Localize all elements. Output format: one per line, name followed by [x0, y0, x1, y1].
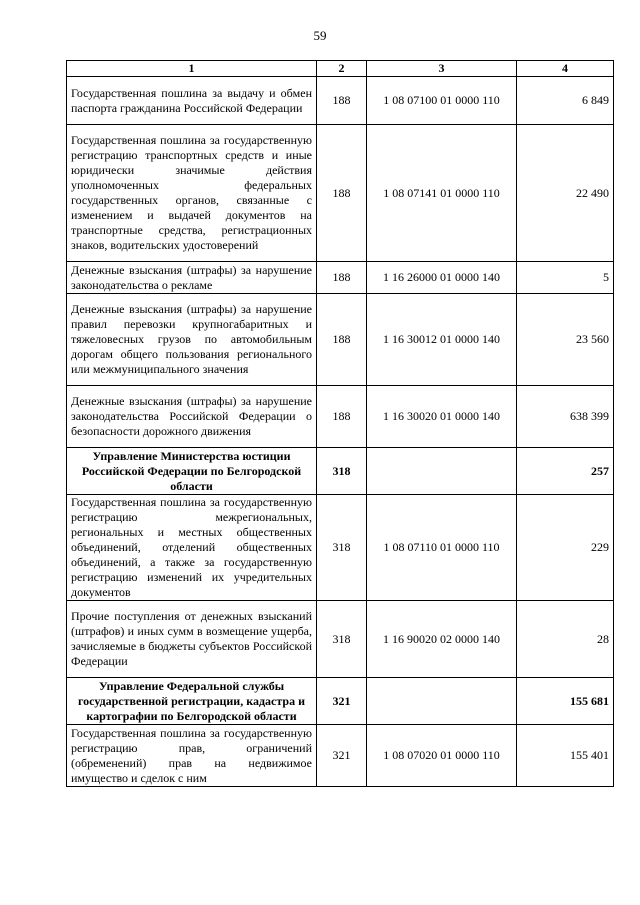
page-number: 59 [313, 28, 327, 43]
section-total: 155 681 [517, 678, 614, 725]
budget-table [66, 60, 614, 787]
row-description: Государственная пошлина за выдачу и обмен паспорта гражданина Российской Федерации [67, 77, 317, 125]
section-title: Управление Министерства юстиции Российской Федерации по Белгородской области [67, 448, 317, 495]
row-amount: 22 490 [517, 125, 614, 262]
row-admin-code: 188 [317, 262, 367, 294]
header-row [67, 61, 614, 77]
row-admin-code: 318 [317, 448, 367, 495]
table-row [67, 386, 614, 448]
row-amount: 638 399 [517, 386, 614, 448]
table-row [67, 262, 614, 294]
row-budget-code [367, 678, 517, 725]
row-amount: 6 849 [517, 77, 614, 125]
column-header-4: 4 [517, 61, 614, 77]
row-description: Государственная пошлина за государственную регистрацию прав, ограничений (обременений) прав на недвижимое имущество и сделок с ним [67, 725, 317, 787]
row-amount: 155 401 [517, 725, 614, 787]
row-budget-code: 1 08 07110 01 0000 110 [367, 495, 517, 601]
row-budget-code: 1 08 07020 01 0000 110 [367, 725, 517, 787]
table-row [67, 294, 614, 386]
row-admin-code: 318 [317, 601, 367, 678]
row-budget-code: 1 16 30012 01 0000 140 [367, 294, 517, 386]
row-amount: 5 [517, 262, 614, 294]
section-row [67, 678, 614, 725]
row-budget-code: 1 16 90020 02 0000 140 [367, 601, 517, 678]
row-description: Прочие поступления от денежных взысканий (штрафов) и иных сумм в возмещение ущерба, зачисляемые в бюджеты субъектов Российской Федерации [67, 601, 317, 678]
row-description: Государственная пошлина за государственную регистрацию межрегиональных, региональных и местных общественных объединений, отделений общественных объединений, а также за государственную регистрацию изменений их учредительных документов [67, 495, 317, 601]
row-budget-code [367, 448, 517, 495]
table-row [67, 725, 614, 787]
row-admin-code: 188 [317, 386, 367, 448]
row-budget-code: 1 08 07100 01 0000 110 [367, 77, 517, 125]
section-title: Управление Федеральной службы государственной регистрации, кадастра и картографии по Белгородской области [67, 678, 317, 725]
row-description: Государственная пошлина за государственную регистрацию транспортных средств и иные юридически значимые действия уполномоченных федеральных государственных органов, связанные с изменением и выдачей документов на транспортные средства, регистрационных знаков, водительских удостоверений [67, 125, 317, 262]
row-admin-code: 321 [317, 678, 367, 725]
row-amount: 28 [517, 601, 614, 678]
column-header-1: 1 [67, 61, 317, 77]
row-description: Денежные взыскания (штрафы) за нарушение правил перевозки крупногабаритных и тяжеловесных грузов по автомобильным дорогам общего пользования регионального или межмуниципального значения [67, 294, 317, 386]
column-header-3: 3 [367, 61, 517, 77]
row-amount: 23 560 [517, 294, 614, 386]
table-row [67, 77, 614, 125]
table-row [67, 495, 614, 601]
row-description: Денежные взыскания (штрафы) за нарушение законодательства о рекламе [67, 262, 317, 294]
table-row [67, 601, 614, 678]
column-header-2: 2 [317, 61, 367, 77]
row-budget-code: 1 16 26000 01 0000 140 [367, 262, 517, 294]
table-body [67, 77, 614, 787]
row-budget-code: 1 16 30020 01 0000 140 [367, 386, 517, 448]
section-total: 257 [517, 448, 614, 495]
row-amount: 229 [517, 495, 614, 601]
row-admin-code: 318 [317, 495, 367, 601]
row-admin-code: 188 [317, 77, 367, 125]
table-header [67, 61, 614, 77]
table-row [67, 125, 614, 262]
row-admin-code: 321 [317, 725, 367, 787]
row-budget-code: 1 08 07141 01 0000 110 [367, 125, 517, 262]
row-description: Денежные взыскания (штрафы) за нарушение законодательства Российской Федерации о безопасности дорожного движения [67, 386, 317, 448]
row-admin-code: 188 [317, 125, 367, 262]
row-admin-code: 188 [317, 294, 367, 386]
section-row [67, 448, 614, 495]
